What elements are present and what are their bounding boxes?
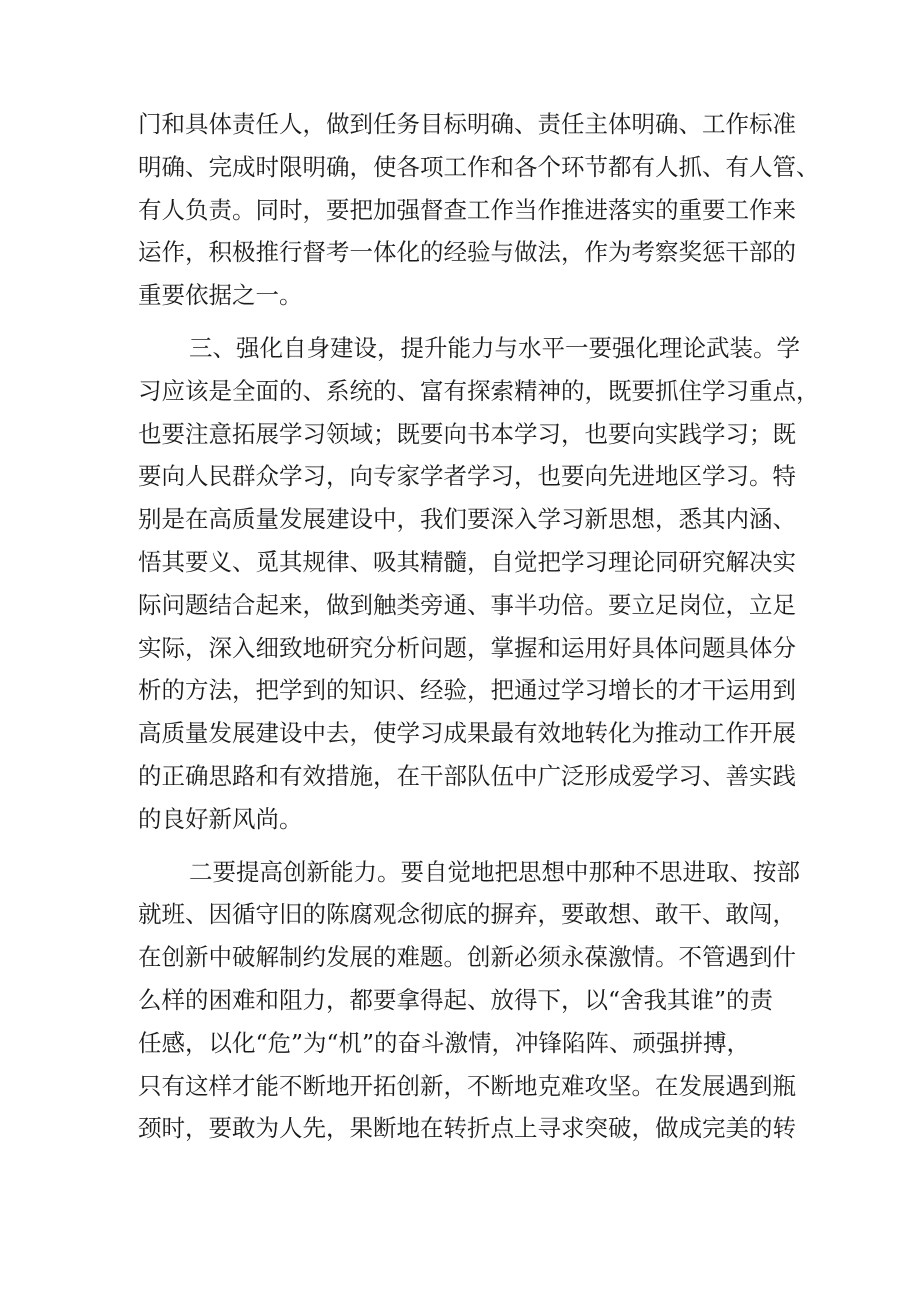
- text-line: 要向人民群众学习，向专家学者学习，也要向先进地区学习。特: [138, 462, 796, 491]
- text-line: 有人负责。同时，要把加强督查工作当作推进落实的重要工作来: [138, 195, 796, 224]
- paragraph-first-line: 二要提高创新能力。要自觉地把思想中那种不思进取、按部: [189, 857, 800, 886]
- text-line: 门和具体责任人，做到任务目标明确、责任主体明确、工作标准: [138, 110, 796, 138]
- paragraph-first-line: 三、强化自身建设，提升能力与水平一要强化理论武装。学: [189, 333, 800, 362]
- text-line: 任感，以化“危”为“机”的奋斗激情，冲锋陷阵、顽强拼搏，: [138, 1028, 751, 1057]
- text-line: 只有这样才能不断地开拓创新，不断地克难攻坚。在发展遇到瓶: [138, 1071, 796, 1100]
- text-line: 颈时，要敢为人先，果断地在转折点上寻求突破，做成完美的转: [138, 1114, 796, 1143]
- text-line: 重要依据之一。: [138, 281, 303, 310]
- body-text: [138, 103, 820, 1150]
- text-line: 明确、完成时限明确，使各项工作和各个环节都有人抓、有人管、: [138, 152, 820, 181]
- text-line: 别是在高质量发展建设中，我们要深入学习新思想，悉其内涵、: [138, 505, 796, 534]
- text-line: 习应该是全面的、系统的、富有探索精神的，既要抓住学习重点，: [138, 376, 820, 405]
- text-line: 也要注意拓展学习领域；既要向书本学习，也要向实践学习；既: [138, 419, 796, 448]
- text-line: 析的方法，把学到的知识、经验，把通过学习增长的才干运用到: [138, 676, 796, 705]
- text-line: 的正确思路和有效措施，在干部队伍中广泛形成爱学习、善实践: [138, 761, 796, 790]
- text-line: 际问题结合起来，做到触类旁通、事半功倍。要立足岗位，立足: [138, 590, 796, 619]
- text-line: 高质量发展建设中去，使学习成果最有效地转化为推动工作开展: [138, 719, 796, 748]
- text-line: 在创新中破解制约发展的难题。创新必须永葆激情。不管遇到什: [138, 943, 796, 972]
- text-line: 么样的困难和阻力，都要拿得起、放得下，以“舍我其谁”的责: [138, 985, 774, 1014]
- text-line: 悟其要义、觅其规律、吸其精髓，自觉把学习理论同研究解决实: [138, 547, 796, 576]
- text-line: 实际，深入细致地研究分析问题，掌握和运用好具体问题具体分: [138, 633, 796, 662]
- text-line: 的良好新风尚。: [138, 804, 303, 833]
- text-line: 就班、因循守旧的陈腐观念彻底的摒弃，要敢想、敢干、敢闯，: [138, 900, 796, 929]
- text-line: 运作，积极推行督考一体化的经验与做法，作为考察奖惩干部的: [138, 238, 796, 267]
